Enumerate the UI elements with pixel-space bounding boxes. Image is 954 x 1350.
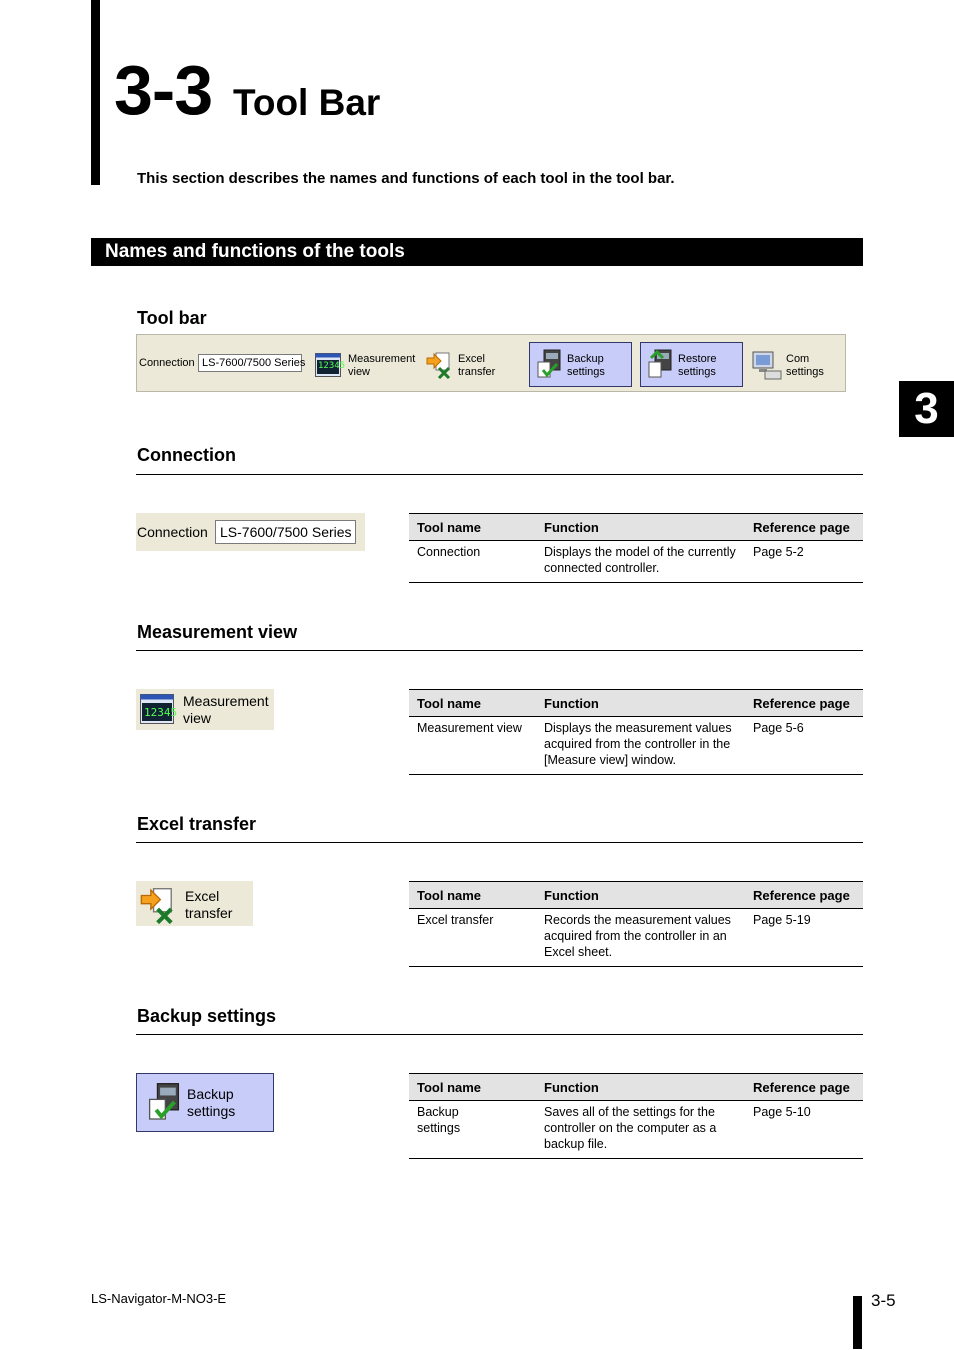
toolbar — [136, 334, 846, 392]
chapter-number: 3-3 — [114, 51, 213, 129]
measurement-view-button[interactable]: 12345 Measurement view — [313, 342, 413, 387]
computer-icon — [751, 349, 783, 381]
connection-heading: Connection — [137, 445, 236, 465]
backup-settings-icon — [147, 1081, 181, 1123]
measurement-view-icon: 12345 — [315, 353, 341, 377]
connection-label: Connection — [139, 357, 195, 369]
excel-transfer-sample-image: Excel transfer — [136, 881, 253, 926]
connection-model-field: LS-7600/7500 Series — [198, 354, 302, 372]
measurement-view-table: Tool name Function Reference page Measurement view Displays the measurement values acquired from the controller in the [Measure view] window. Page 5-6 — [409, 689, 863, 775]
section-title: Names and functions of the tools — [91, 238, 863, 266]
divider — [136, 1034, 863, 1035]
backup-settings-heading: Backup settings — [137, 1006, 277, 1026]
divider — [136, 650, 863, 651]
measurement-view-heading: Measurement view — [137, 622, 298, 642]
com-settings-button[interactable]: Com settings — [749, 342, 839, 387]
backup-settings-table: Tool name Function Reference page Backup settings Saves all of the settings for the controller on the computer as a backup file. Page 5-10 — [409, 1073, 863, 1159]
chapter-bar — [91, 0, 100, 185]
table-row: Backup settings Saves all of the settings for the controller on the computer as a backup file. Page 5-10 — [409, 1101, 863, 1159]
chapter-title: Tool Bar — [233, 82, 381, 123]
document-id: LS-Navigator-M-NO3-E — [91, 1291, 227, 1306]
excel-transfer-heading: Excel transfer — [137, 814, 257, 834]
excel-transfer-icon — [138, 886, 180, 924]
footer-bar — [853, 1296, 862, 1349]
connection-table: Tool name Function Reference page Connection Displays the model of the currently connected controller. Page 5-2 — [409, 513, 863, 583]
measurement-view-icon: 12345 — [140, 694, 174, 724]
restore-settings-button[interactable]: Restore settings — [640, 342, 743, 387]
page-number: 3-5 — [871, 1291, 896, 1310]
chapter-side-tab: 3 — [899, 381, 954, 437]
excel-transfer-icon — [425, 351, 455, 379]
backup-settings-icon — [536, 348, 562, 380]
divider — [136, 474, 863, 475]
connection-model-field: LS-7600/7500 Series — [215, 520, 356, 544]
toolbar-heading: Tool bar — [137, 308, 207, 328]
table-row: Excel transfer Records the measurement values acquired from the controller in an Excel sheet. Page 5-19 — [409, 909, 863, 967]
excel-transfer-button[interactable]: Excel transfer — [423, 342, 505, 387]
connection-sample-image: Connection LS-7600/7500 Series — [136, 513, 365, 551]
backup-settings-sample-image: Backup settings — [136, 1073, 274, 1132]
table-row: Measurement view Displays the measurement values acquired from the controller in the [Measure view] window. Page 5-6 — [409, 717, 863, 775]
excel-transfer-table: Tool name Function Reference page Excel transfer Records the measurement values acquired from the controller in an Excel sheet. Page 5-19 — [409, 881, 863, 967]
divider — [136, 842, 863, 843]
intro-text: This section describes the names and functions of each tool in the tool bar. — [137, 170, 675, 187]
table-row: Connection Displays the model of the currently connected controller. Page 5-2 — [409, 541, 863, 583]
backup-settings-button[interactable]: Backup settings — [529, 342, 632, 387]
restore-settings-icon — [647, 348, 673, 380]
measurement-view-sample-image: 12345 Measurement view — [136, 689, 274, 730]
